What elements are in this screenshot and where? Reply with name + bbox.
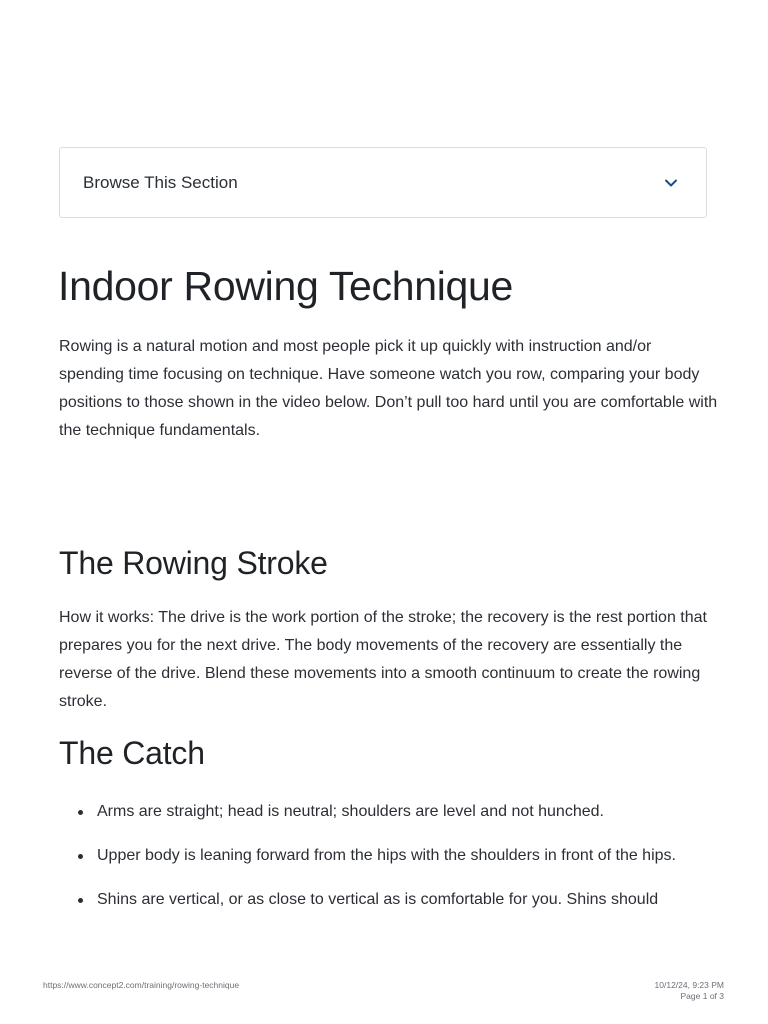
list-item-text: Upper body is leaning forward from the hips with the shoulders in front of the hips. xyxy=(97,847,676,864)
footer-page-number: Page 1 of 3 xyxy=(680,991,724,1001)
catch-bullet-list xyxy=(59,798,699,930)
list-item xyxy=(59,886,699,914)
rowing-stroke-paragraph: How it works: The drive is the work portion of the stroke; the recovery is the rest portion that prepares you for the next drive. The body movements of the recovery are essentially the reverse of the drive. Blend these movements into a smooth continuum to create the rowing stroke. xyxy=(59,609,707,710)
browse-section-dropdown[interactable] xyxy=(59,147,707,218)
list-item-text: Shins are vertical, or as close to vertical as is comfortable for you. Shins should xyxy=(97,891,659,908)
bullet-dot xyxy=(78,898,83,903)
list-item xyxy=(59,798,699,826)
browse-section-label: Browse This Section xyxy=(83,172,238,192)
footer-meta xyxy=(655,980,724,1002)
list-item-text: Arms are straight; head is neutral; shoulders are level and not hunched. xyxy=(97,803,604,820)
catch-heading: The Catch xyxy=(59,735,205,771)
rowing-stroke-heading: The Rowing Stroke xyxy=(59,545,328,581)
bullet-dot xyxy=(78,854,83,859)
footer-datetime: 10/12/24, 9:23 PM xyxy=(654,980,724,990)
chevron-down-icon[interactable] xyxy=(664,178,678,188)
intro-paragraph: Rowing is a natural motion and most people pick it up quickly with instruction and/or spending time focusing on technique. Have someone watch you row, comparing your body positions to those shown in the video below. Don’t pull too hard until you are comfortable with the technique fundamentals. xyxy=(59,338,718,439)
page-title: Indoor Rowing Technique xyxy=(58,263,514,309)
list-item xyxy=(59,842,699,870)
footer-url: https://www.concept2.com/training/rowing-technique xyxy=(43,980,240,990)
bullet-dot xyxy=(78,810,83,815)
